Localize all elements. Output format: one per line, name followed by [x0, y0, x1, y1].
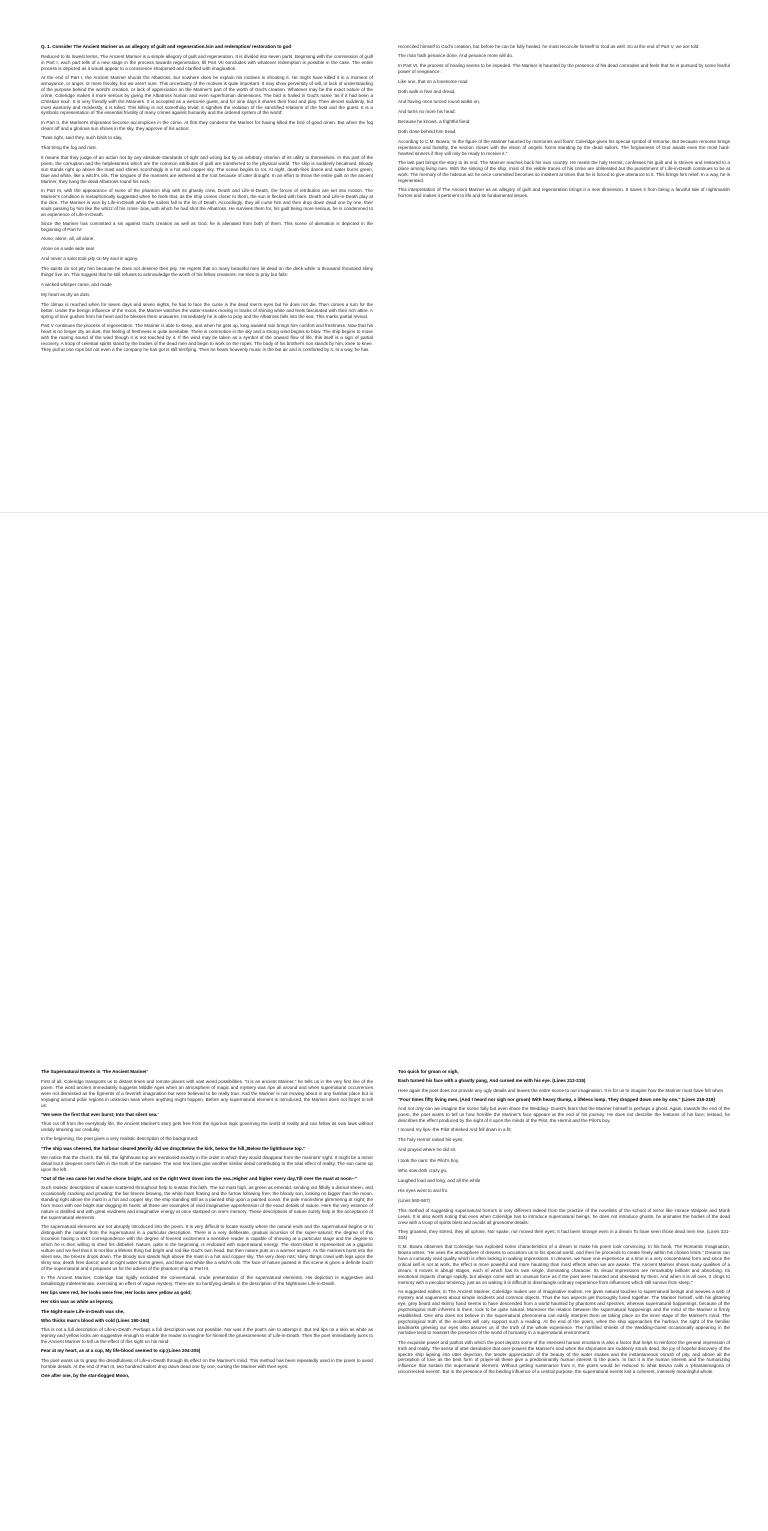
quoted-line: "Four times fifty living men, (And I heard nor sigh nor groan) With heavy thump, a lifeless lump, They dropped down one by one." (Lines 216-219) — [398, 1096, 715, 1102]
verse-line: The holy Hermit raised his eyes, — [398, 1137, 464, 1143]
paragraph: This is not a full description of Life-in-Death. Perhaps a full description was not possible. Nor was it the poet's aim to attempt it. But red lips on a skin as white as leprosy and yellow locks are suggestive enough to enable the reader to imagine for himself the gruesomeness of Life-in-Death. Then the poet immediately turns to the Ancient Mariner to tell us the effect of this sight on his mind: — [41, 1327, 373, 1344]
verse-line: And having once turned round walks on, — [398, 98, 480, 104]
verse-line: A wicked whisper came, and made — [41, 281, 112, 287]
verse-line: Because he knows, a frightful fiend — [398, 118, 470, 124]
paragraph: Such realistic descriptions of nature scattered throughout help to sustain this faith. The ice mast high, as green as emerald, sending out fitfully a dismal sheen, and occasionally cracking and growling; the fair breeze blowing, the white foam flowing and the furrow following free; the bloody sun, looking no bigger than the moon, standing right above the mast in a hot and copper sky; the ship standing still as a painted ship upon a painted ocean; the pale moonshine glimmering at night; the horn moon with one bright star dogging its heels; all these are examples of vivid imaginative apprehension of the exact details of nature. Here the very essence of nature is distilled and with great vividness and imaginative energy at once stamped on one's memory. These descriptions of nature surely help in the acceptance of the supernatural elements. — [41, 1185, 373, 1220]
verse-line: Alone on a wide wide sea! — [41, 246, 95, 252]
paragraph: First of all, Coleridge transports us to distant times and remote places with vast weird possibilities. "It is an ancient Mariner," he tells us in the very first line of the poem. The word ancient immediately suggests Middle Ages when an atmosphere of magic and mystery was ripe all around and when supernatural occurrences were not dismissed as the figments of a feverish imagination but were believed to be really true. And the Mariner is not moving about in any familiar place but is voyaging around polar regions in unknown seas where anything might happen. Before any supernatural element is introduced, the Mariner does not forget to tell us: — [41, 1078, 373, 1108]
quoted-line: One after one, by the star-dogged Moon, — [41, 1372, 130, 1378]
paragraph: It means that they judge of an action not by any absolute standards of right and wrong but by an arbitrary criterion of its utility to themselves. In this part of the poem, the corruption and the helplessness which are the common attributes of guilt are transferred to the physical world. The ship is suddenly becalmed. Bloody sun stands right up above the mast and shines scorchingly in a hot and copper sky. The ocean begins to rot. At night, death-fires dance and water burns green, blue and white, like a witch's oils. The tongues of the mariners are withered at the root because of utter drought. In an effort to throw the entire guilt on the ancient Mariner, they hang the dead Albatross round his neck. — [41, 155, 373, 184]
quoted-line: "Out of the sea came he! And he shone bright, and on the right Went down into the sea.;Higher and higher every day,Till over the mast at noon--" — [41, 1176, 357, 1182]
verse-line: (Lines 560-567) — [398, 1197, 431, 1203]
verse-line: Alone, alone, all, all alone, — [41, 236, 95, 242]
paragraph: At the end of Part I, the Ancient Mariner shoots the Albatross, but nowhere does he explain his motives in shooting it. He might have killed it in a moment of annoyance, or anger, or mere frivolity, but we aren't sure. This uncertainty of the motives is quite important. It may show perversity of will, or lack of understanding of the purpose behind the world's creation, or lack of appreciation on the Mariner's part of the worth of God's creation. Whatever may be the exact nature of the crime, Coleridge makes it more serious by giving the Albatross human and even superhuman dimensions. The bird is hailed in God's name 'as if it had been a Christian soul'. It is very friendly with the Mariners. It is accepted as a welcome guest, and for nine days it shares their food and play. Then almost suddenly, but most wantonly and recklessly, it is killed. This killing is not something trivial; it signifies the violation of the sanctified relations of the host and the guest. It is a symbolic representation of 'the essential frivolity of many crimes against humanity and the ordered system of the world'. — [41, 75, 373, 116]
paragraph: This interpretation of The Ancient Mariner as an allegory of guilt and regeneration brings it a new dimension. It saves it from being a fanciful tale of nightmarish horrors and makes it pertinent to life and its fundamental issues. — [398, 187, 730, 199]
quoted-line: Each turned his face with a ghastly pang, And cursed me with his eye. (Lines 212-215) — [398, 1078, 586, 1084]
verse-line: And prayed where he did sit. — [398, 1147, 457, 1153]
verse-line: And never a saint took pity on My soul in agony. — [41, 256, 139, 262]
verse-line: I took the oars: the Pilot's boy, — [398, 1157, 460, 1163]
quoted-line: Her lips were red, her looks were free, Her locks were yellow as gold; — [41, 1290, 192, 1295]
verse-line: Like one, that on a lonesome road — [398, 78, 468, 84]
quoted-line: Too quick for groan or sigh, — [398, 1069, 459, 1074]
paragraph: This method of suggesting supernatural horrors is very different indeed from the practice of the novelists of the school of terror like Horace Walpole and Monk Lewis. It is also worth noting that even when Coleridge has to introduce supernatural beings, he does not introduce ghosts, he animates the bodies of the dead crew with a troop of spirits blest and avoids all gruesome details: — [398, 1208, 730, 1225]
verse-line: And turns no more his head; — [398, 108, 456, 114]
text-column-right — [398, 44, 730, 504]
quoted-line: "The ship was cheered, the harbour cleared;Merrily did we drop;Below the kirk, below the hill,;Below the lighthouse top." — [41, 1145, 306, 1151]
paragraph: In Part II, the Mariner's shipmates become accomplices in the crime. At first they condemn the Mariner for having killed the bird of good omen. But when the fog clears off and a glorious sun shines in the sky, they approve of his action: — [41, 119, 373, 131]
verse-line: Laughed loud and long, and all the while — [398, 1177, 481, 1183]
paragraph: Since the Mariner has committed a sin against God's creation as well as God, he is alienated from both of them. This scene of alienation is depicted in the beginning of Part IV: — [41, 220, 373, 232]
paragraph: We notice that the church, the hill, the lighthouse top are mentioned exactly in the order in which they would disappear from the mariners' sight. It might be a minor detail but it deepens one's faith in the truth of the narrative. The next few lines give another similar detail contributing to the total effect of reality. The sun came up upon the left. — [41, 1154, 373, 1172]
section-heading: Q. 1. Consider The Ancient Mariner as an allegory of guilt and regeneration./sin and redemption/ restoration to god — [41, 44, 292, 49]
paragraph: The exquisite power and pathos with which the poet depicts some of the intensest human emotions is also a factor that helps to reinforce the general impression of truth and reality. The sense of utter desolation that over-powers the Mariner's soul when the shipmates are suddenly struck dead, the joy of hopeful discovery of the spectre ship lapsing into utter dejection, the tender appreciation of the beauty of the water snakes and the instantaneous onrush of pity, and above all the perception of love as the best form of prayer-all these give a predominantly human interest to the poem. In fact it is the human interest and the humanizing influence that sustain the supernatural element. Without getting sustenance from it, the poem would be reduced to what Bowra calls a 'phantasmagoria of unconnected events'. But in the presence of the binding influence of a central purpose, the supernatural events knit a coherent, intensely meaningful whole. — [398, 1339, 730, 1375]
paragraph: The saints do not pity him because he does not deserve their pity. He regrets that so many beautiful men lie dead on the deck while 'a thousand thousand slimy things' live on. This suggest that he still refuses to acknowledge the worth of his fellow creatures. He tries to pray but fails: — [41, 266, 373, 278]
paragraph: Here again the poet does not provide any ugly details and leaves the entire scene to our imagination. It is for us to imagine how the Mariner must have felt when — [398, 1087, 724, 1093]
verse-line: That bring the fog and mist. — [41, 145, 97, 151]
paragraph: According to C.M. Bowra, 'in the figure of the Mariner haunted by memories and fears' Coleridge gives his special symbol of remorse. But because remorse brings repentance and humility, the section closes with the vision of angelic forms standing by the dead sailors. The forgiveness of God awaits even the most hard-hearted sinners if they will only be ready to receive it." — [398, 139, 730, 156]
paragraph: The climax is reached when for seven days and seven nights, he has to face the curse in the dead men's eyes but he does not die. Then comes a turn for the better. Under the benign influence of the moon, the Mariner watches the water-snakes moving in tracks of shining white and feels fascinated with their rich attire. A spring of love gushes from his heart and he blesses them unawares. Immediately he is able to pray and the Albatross falls into the sea. This marks partial revival. — [41, 301, 373, 319]
paragraph: The poet wants us to grasp the dreadfulness of Life-in-Death through its effect on the Mariner's mind. This method has been repeatedly used in the poem to avoid horrible details. At the end of Part III, two hundred sailors drop down dead one by one, cursing the Mariner with their eyes: — [41, 1357, 373, 1369]
quoted-line: Fear at my heart, as at a cup, My life-blood seemed to sip;(Lines 204-205) — [41, 1348, 201, 1354]
page-sheet-bottom — [0, 512, 768, 1378]
verse-line: I moved my lips--the Pilot shrieked And fell down in a fit; — [398, 1127, 512, 1133]
paragraph: reconciled himself to God's creation, but before he can be fully healed, he must reconcile himself to God as well. So at the end of Part V, we are told: — [398, 44, 700, 49]
paragraph: As suggested earlier, in The Ancient Mariner, Coleridge makes use of imaginative realism. He gives natural touches to supernatural beings and weaves a web of mystery and vagueness about simple incidents and common objects. Thus the two aspects get thoroughly fused together. The Mariner himself, with his glittering eye, grey beard and skinny hand seems to have descended from a world haunted by phantoms and spectres, whereas supernatural happenings, because of the psychological truth inherent in them, look to be quite natural. Moreover the relation between the supernatural happenings and the mind of the Mariner is firmly established. One who does not believe in the supernatural phenomena can easily interpret them as taking place on the inner stage of the Mariner's mind. The psychological truth of the incidents will only support such a reading. At the end of the poem, when the ship approaches the harbour, the sight of the familiar landmarks greeting our eyes also assures us of the truth of the whole experience. The horrified shrieks of the Wedding-Guest occasionally appearing in the narrative tend to reassert the presence of the world of humanity in a supernatural environment. — [398, 1289, 730, 1336]
paragraph: C.M. Bowra observes that Coleridge has exploited some characteristics of a dream to make his poem look convincing. In his book, The Romantic Imagination, Bowra writes, "He uses the atmosphere of dreams to accustom us to his special world, and then he proceeds to create freely within his chosen limits." Dreams can have a curiously vivid quality which is often lacking in waking impressions. In dreams, we have one experience at a time in a very concentrated form and since the critical self is not at work, the effect is more powerful and more haunting than most effects when we are awake. The Ancient Mariner shows many qualities of a dream. It moves in abrupt stages, each of which has its own single, dominating character. Its visual impressions are remarkably brilliant and absorbing. Its emotional impacts change rapidly, but always come with an unusual force as if the poet were haunted and obsessed by them. And when it is all over, it clings to memory with a peculiar tendency, just as on waking it is difficult to disentangle ordinary experience from influences which still survive from sleep." — [398, 1244, 730, 1285]
quoted-line: Who thicks man's blood with cold (Lines 190-194) — [41, 1317, 150, 1323]
paragraph: In the beginning, the poet gives a very realistic description of the background: — [41, 1136, 199, 1142]
section-heading: The Supernatural Events in 'The Ancient Mariner' — [41, 1069, 148, 1074]
quoted-line: Her skin was as white as leprosy, — [41, 1299, 114, 1305]
text-column-right — [398, 1069, 730, 1531]
verse-line: 'Twas right, said they, such birds to slay, — [41, 134, 123, 140]
paragraph: Reduced to its lowest terms, The Ancient Mariner is a simple allegory of guilt and regeneration. It is divided into seven parts. Beginning with the commission of guilt in Part I, each part tells of a new stage in the process towards regeneration, till Part VII concludes with whatever redemption is possible in the case. The entire process is depicted as it would appear to a conscience sharpened and clarified with imagination. — [41, 53, 373, 71]
verse-line: Doth walk in fear and dread, — [398, 88, 456, 94]
paragraph: They groaned, they stirred, they all uprose, Nor spake, nor moved their eyes; It had been strange even in a dream To have seen those dead men rise. (Lines 331-334) — [398, 1229, 730, 1241]
page-sheet-top — [0, 0, 768, 512]
quoted-line: "We were the first that ever burst; Into that silent sea.' — [41, 1111, 159, 1117]
verse-line: His eyes went to and fro. — [398, 1187, 449, 1193]
paragraph: Thus cut off from the everybody life, the Ancient Mariner's story gets free from the rigorous logic governing the world of reality and can follow its own laws without unduly straining our credulity. — [41, 1121, 373, 1133]
paragraph: Part V continues the process of regeneration. The Mariner is able to sleep, and when he gets up, long awaited rain brings him comfort and freshness. Now that his heart is no longer dry as dust, this feeling of freshness is quite inevitable. There is commotion in the sky and a strong wind begins to blow. The ship begins to move with the roaring sound of the wind though it is not touched by it. If the wind may be taken as a symbol of the onward flow of life, this itself is a sign of partial recovery. A troop of celestial spirits stand by the bodies of the dead men and begin to work on the ropes. The body of his brother's son stands by him, knee to knee. They pull at one rope but not even a the company he has got is still terrifying. Then he hears heavenly music in the but air and is comforted by it. In a way, he has — [41, 322, 373, 352]
paragraph: The last part brings the story to its end. The Mariner reaches back his own country. He meets the holy Hermit, confesses his guilt and is shriven and restored to a place among living men. With the sinking of the ship, most of the visible traces of his crime are obliterated but the punishment of Life-in-Death continues to be at work. The memory of the hideous act he once committed becomes so insistent at times that he is forced to give utterance to it. This brings him relief. In a way, he is regenerated. — [398, 160, 730, 183]
quoted-line: The Night-mare Life-in-Death was she, — [41, 1308, 125, 1314]
verse-line: My heart as dry as dust. — [41, 291, 91, 297]
paragraph: In Part III, with the appearance of some of the phantom ship with its ghastly crew, Death and Life-in-Death, the forces of retribution are set into motion. The Mariner's condition is metaphorically suggested when he feels that, as the ship comes closer to them, the sun is flecked with bars. Death and Life-in-Death play at the dice. The Mariner is won by Life-in-Death while the sailors fall to the lot of Death. Accordingly, they all curse him and then drop down dead one by one, their souls passing by him like the whizz of his cross- bow, with which he had shot the Albatross. He survives them for, his guilt being more serious, he is condemned to an experience of Life-in-Death. — [41, 188, 373, 217]
verse-line: The man hath penance done, And penance more will do. — [398, 53, 514, 59]
paragraph: And not only can we imagine the scene fully but even share the Wedding- Guest's fears that the Mariner himself is perhaps a ghost. Again, towards the end of the poem, the poet wants to tell us how horrible the Mariner's face appears at the end of his journey. He does not describe the features of his face; instead, he describes the effect produced by the sight of it upon the minds of the Pilot, the Hermit and the Pilot's boy. — [398, 1106, 730, 1123]
paragraph: The supernatural elements are not abruptly introduced into the poem. It is very difficult to locate exactly where the natural ends and the supernatural begins or to distinguish the natural from the supernatural in a particular description. There is a very deliberate, gradual incursion of the super-natural; the degree of this incursion having a strict correspondence with the degree of fevered excitement a sensitive reader is capable of showing at a particular stage and the degree to which he is then willing to shed his disbelief. Nature, quite in the beginning, is endowed with supernatural energy. The storm-blast is represented as a gigantic vulture and we feel that it is not like a lifeless thing but bright and red like God's own head. But then nature puts on a warmer aspect. As the mariners burst into the silent sea, the breeze drops down. The bloody sun stands high above the mast in a hot and copper sky. The very deep rots; slimy things crawl with legs upon the slimy sea; death fires dance; and at night water burns green, and blue and white like a witch's oils. The face of nature painted in this scene is given a definite touch of the supernatural and it prepares us for the advent of the phantom ship in Part III. — [41, 1224, 373, 1271]
paragraph: In Part VI, the process of healing seems to be impeded. The Mariner is haunted by the presence of his dead comrades and feels that he is pursued by some fearful power of vengeance : — [398, 63, 730, 75]
paragraph: In The Ancient Mariner, Coleridge has rigidly excluded the conventional, crude presentation of the supernatural elements. His depiction is suggestive and tantalisingly indeterminate, exercising an effect of vague mystery. There are no horrifying details in the description of the Nightmare Life-in-Death. — [41, 1274, 373, 1286]
text-column-left — [41, 44, 373, 504]
verse-line: Who now doth crazy go, — [398, 1167, 448, 1173]
text-column-left — [41, 1069, 373, 1531]
verse-line: Doth close behind him tread. — [398, 129, 457, 135]
